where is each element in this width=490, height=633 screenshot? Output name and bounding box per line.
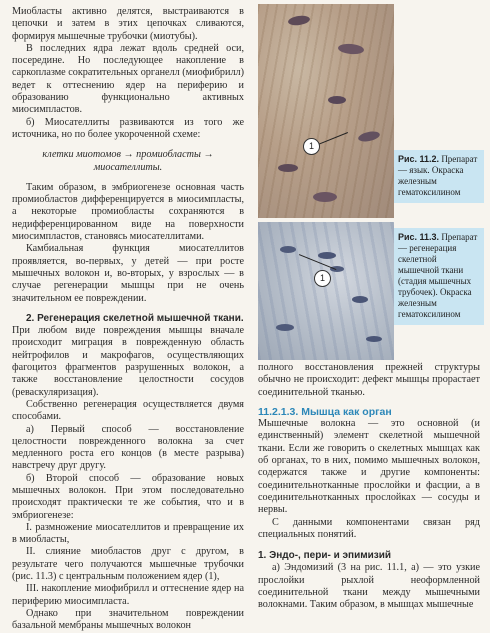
nucleus — [278, 164, 298, 172]
nucleus — [352, 296, 368, 303]
nucleus — [328, 96, 346, 104]
nucleus — [280, 246, 296, 253]
micrograph-tongue — [258, 4, 394, 218]
nucleus — [276, 324, 294, 331]
paragraph: I. размножение миосателлитов и превращение их в миобласты, — [12, 521, 244, 546]
paragraph: а) Эндомизий (3 на рис. 11.1, а) — это узкие прослойки рыхлой неоформленной соединительной ткани между мышечными волокнами. Таким образом, в мышцах мышечные — [258, 562, 480, 611]
figure-caption — [394, 150, 484, 203]
nucleus — [366, 336, 382, 342]
paragraph: Мышечные волокна — это основной (и единственный) элемент скелетной мышечной ткани. Если же говорить о скелетных мышцах как об органах, то в них, помимо мышечных волокон, содержатся также и другие компоненты: соединительнотканные прослойки и фасции, а в соединительнотканных прослойках — сосуды и нервы. — [258, 418, 480, 516]
subheading: 1. Эндо-, пери- и эпимизий — [258, 550, 392, 562]
paragraph: Однако при значительном повреждении базальной мембраны мышечных волокон — [12, 607, 244, 632]
paragraph: Камбиальная функция миосателлитов проявляется, во-первых, у детей — при росте мышечных волокон и, во-вторых, у взрослых — в случае регенерации мышцы при не очень значительном ее повреждении. — [12, 243, 244, 304]
caption-text: Препарат — язык. Окраска железным гематоксилином — [398, 154, 478, 197]
paragraph: В последних ядра лежат вдоль средней оси, посередине. Но последующее накопление в саркоплазме сократительных органелл (миофибрилл) ведет к оттеснению ядер на периферию и образованию функционально активных миосимпластов. — [12, 42, 245, 116]
paragraph: а) Первый способ — восстановление целостности поврежденного волокна за счет медленного роста его концов (в месте разрыва) навстречу друг другу. — [12, 423, 244, 472]
left-column — [12, 6, 244, 633]
paragraph: полного восстановления прежней структуры обычно не происходит: дефект мышцы прорастает соединительной тканью. — [258, 362, 480, 398]
caption-label: Рис. 11.3. — [398, 232, 440, 242]
nucleus — [287, 15, 310, 27]
figure-caption — [394, 228, 484, 325]
paragraph: Миобласты активно делятся, выстраиваются в цепочки и затем в этих цепочках сливаются, формируя мышечные трубочки (миотубы). — [12, 6, 244, 42]
scheme-line: клетки миотомов → промиобласты → — [42, 149, 214, 161]
nucleus — [318, 252, 336, 259]
nucleus — [357, 130, 380, 143]
caption-text: Препарат — регенерация скелетной мышечной ткани (стадия мышечных трубочек). Окраска железным гематоксилином — [398, 232, 478, 319]
section-heading: 11.2.1.3. Мышца как орган — [258, 405, 392, 418]
paragraph: б) Миосателлиты развиваются из того же источника, но по более укороченной схеме: — [12, 116, 244, 140]
scheme-line: миосателлиты. — [93, 161, 163, 173]
callout-marker: 1 — [314, 270, 331, 287]
nucleus — [338, 43, 365, 55]
leader-line — [318, 132, 348, 145]
callout-marker: 1 — [303, 138, 320, 155]
paragraph: При любом виде повреждения мышцы вначале происходит миграция в поврежденную область нейтрофилов и макрофагов, осуществляющих фагоцитоз фрагментов разрушенных волокон, а также восстановление целостности сосудов (реваскуляризация). — [12, 325, 244, 398]
caption-label: Рис. 11.2. — [398, 154, 440, 164]
paragraph: б) Второй способ — образование новых мышечных волокон. При этом последовательно происходят практически те же события, что и в эмбриогенезе: — [12, 472, 244, 521]
paragraph: II. слияние миобластов друг с другом, в результате чего получаются мышечные трубочки (рис. 11.3) с центральным положением ядер (1), — [12, 546, 244, 583]
nucleus — [313, 192, 337, 202]
micrograph-regeneration — [258, 222, 394, 360]
paragraph: Собственно регенерация осуществляется двумя способами. — [12, 398, 244, 423]
paragraph: С данными компонентами связан ряд специальных понятий. — [258, 516, 480, 540]
paragraph: Таким образом, в эмбриогенезе основная часть промиобластов дифференцируется в миосимпласты, а некоторые промиобласты сохраняются в недифференцированном виде на поверхности миосимпластов, становясь миосателлитами. — [12, 181, 244, 243]
section-title: 2. Регенерация скелетной мышечной ткани. — [26, 312, 244, 324]
paragraph: III. накопление миофибрилл и оттеснение ядер на периферию миосимпласта. — [12, 583, 244, 607]
right-column — [258, 362, 480, 612]
